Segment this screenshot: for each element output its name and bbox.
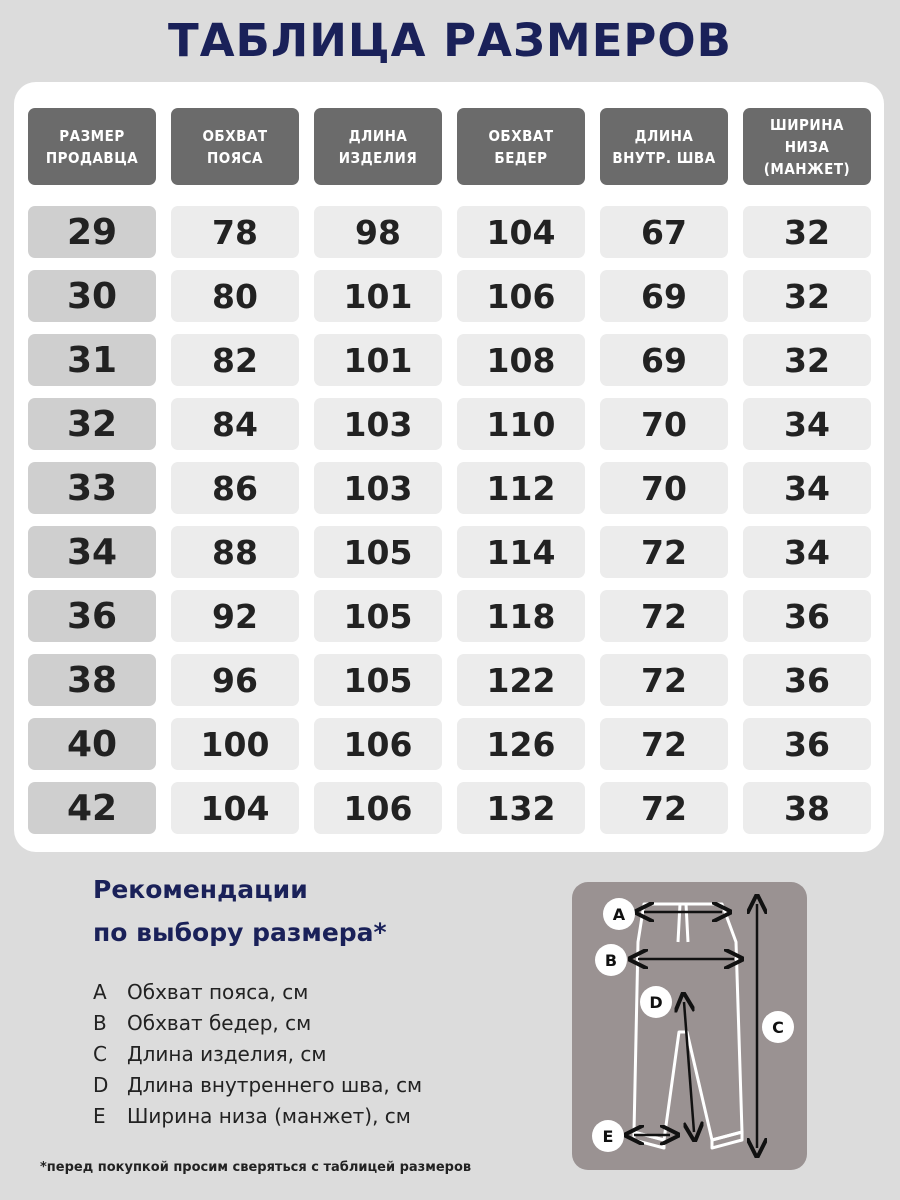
column-header	[314, 108, 442, 185]
value-cell: 105	[314, 654, 442, 706]
size-cell: 34	[28, 526, 156, 578]
column-header	[28, 108, 156, 185]
value-cell: 101	[314, 334, 442, 386]
value-cell: 103	[314, 462, 442, 514]
value-cell: 114	[457, 526, 585, 578]
value-cell: 126	[457, 718, 585, 770]
value-cell: 34	[743, 462, 871, 514]
value-cell: 72	[600, 590, 728, 642]
footnote: *перед покупкой просим сверяться с таблицей размеров	[40, 1160, 472, 1175]
column-header-line: ДЛИНА	[348, 126, 408, 145]
value-cell: 69	[600, 270, 728, 322]
column-header-line: НИЗА	[784, 137, 830, 156]
size-cell: 40	[28, 718, 156, 770]
value-cell: 82	[171, 334, 299, 386]
value-cell: 70	[600, 462, 728, 514]
size-cell: 36	[28, 590, 156, 642]
legend-text: Обхват бедер, см	[127, 1011, 312, 1035]
size-cell: 33	[28, 462, 156, 514]
column-header-line: ОБХВАТ	[488, 126, 554, 145]
value-cell: 32	[743, 270, 871, 322]
value-cell: 106	[457, 270, 585, 322]
value-cell: 32	[743, 206, 871, 258]
legend-letter: D	[93, 1073, 109, 1097]
column-header-line: ДЛИНА	[634, 126, 694, 145]
value-cell: 104	[171, 782, 299, 834]
value-cell: 105	[314, 526, 442, 578]
diagram-label-a: A	[612, 905, 626, 924]
value-cell: 122	[457, 654, 585, 706]
value-cell: 118	[457, 590, 585, 642]
value-cell: 32	[743, 334, 871, 386]
column-header-line: ПРОДАВЦА	[45, 148, 139, 167]
legend-text: Обхват пояса, см	[127, 980, 309, 1004]
legend-text: Ширина низа (манжет), см	[127, 1104, 411, 1128]
value-cell: 104	[457, 206, 585, 258]
value-cell: 80	[171, 270, 299, 322]
column-header-text	[612, 125, 715, 169]
legend-letter: E	[93, 1104, 106, 1128]
size-cell: 32	[28, 398, 156, 450]
value-cell: 103	[314, 398, 442, 450]
diagram-label-d: D	[649, 993, 663, 1012]
diagram-label-e: E	[602, 1127, 614, 1146]
column-header-text	[764, 114, 850, 180]
page-title: ТАБЛИЦА РАЗМЕРОВ	[168, 14, 732, 67]
column-header-text	[488, 125, 553, 169]
value-cell: 36	[743, 718, 871, 770]
value-cell: 70	[600, 398, 728, 450]
value-cell: 108	[457, 334, 585, 386]
value-cell: 112	[457, 462, 585, 514]
column-header-line: БЕДЕР	[494, 148, 548, 167]
pants-outline-icon	[634, 904, 742, 1148]
legend-text: Длина изделия, см	[127, 1042, 327, 1066]
size-table	[14, 82, 884, 852]
legend-letter: C	[93, 1042, 107, 1066]
column-header	[171, 108, 299, 185]
column-header-line: ВНУТР. ШВА	[612, 148, 716, 167]
legend-letter: A	[93, 980, 107, 1004]
pants-diagram-svg	[572, 882, 807, 1170]
value-cell: 36	[743, 654, 871, 706]
legend-letter: B	[93, 1011, 107, 1035]
value-cell: 34	[743, 526, 871, 578]
size-cell: 29	[28, 206, 156, 258]
value-cell: 67	[600, 206, 728, 258]
value-cell: 98	[314, 206, 442, 258]
value-cell: 72	[600, 718, 728, 770]
value-cell: 84	[171, 398, 299, 450]
recommendations-title	[93, 868, 553, 954]
value-cell: 101	[314, 270, 442, 322]
value-cell: 78	[171, 206, 299, 258]
diagram-label-b: B	[604, 951, 618, 970]
size-cell: 42	[28, 782, 156, 834]
pants-diagram	[572, 882, 807, 1170]
value-cell: 72	[600, 782, 728, 834]
size-cell: 38	[28, 654, 156, 706]
value-cell: 72	[600, 526, 728, 578]
column-header	[457, 108, 585, 185]
column-header-text	[46, 125, 138, 169]
column-header	[600, 108, 728, 185]
recommendations-title-line1: Рекомендации	[93, 875, 308, 904]
value-cell: 106	[314, 782, 442, 834]
value-cell: 36	[743, 590, 871, 642]
value-cell: 92	[171, 590, 299, 642]
column-header-text	[339, 125, 418, 169]
size-cell: 31	[28, 334, 156, 386]
size-cell: 30	[28, 270, 156, 322]
column-header-line: РАЗМЕР	[59, 126, 125, 145]
value-cell: 86	[171, 462, 299, 514]
value-cell: 69	[600, 334, 728, 386]
recommendations-title-line2: по выбору размера*	[93, 918, 387, 947]
measure-d-arrow	[684, 1002, 694, 1132]
column-header-line: (МАНЖЕТ)	[763, 159, 851, 178]
column-header	[743, 108, 871, 185]
value-cell: 105	[314, 590, 442, 642]
value-cell: 106	[314, 718, 442, 770]
column-header-line: ИЗДЕЛИЯ	[338, 148, 418, 167]
legend-text: Длина внутреннего шва, см	[127, 1073, 423, 1097]
value-cell: 100	[171, 718, 299, 770]
value-cell: 96	[171, 654, 299, 706]
value-cell: 110	[457, 398, 585, 450]
column-header-line: ПОЯСА	[206, 148, 263, 167]
value-cell: 38	[743, 782, 871, 834]
value-cell: 132	[457, 782, 585, 834]
column-header-line: ШИРИНА	[770, 115, 844, 134]
value-cell: 72	[600, 654, 728, 706]
value-cell: 88	[171, 526, 299, 578]
diagram-label-c: C	[772, 1018, 784, 1037]
column-header-line: ОБХВАТ	[202, 126, 268, 145]
column-header-text	[202, 125, 267, 169]
value-cell: 34	[743, 398, 871, 450]
